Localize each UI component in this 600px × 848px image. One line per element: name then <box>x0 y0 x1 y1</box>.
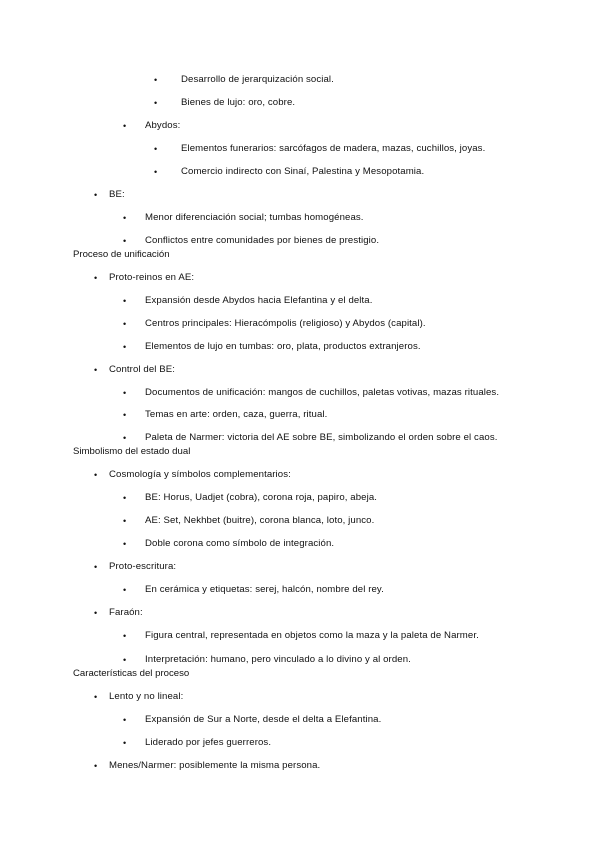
list-item-text: Cosmología y símbolos complementarios: <box>109 469 291 480</box>
list-item-text: Lento y no lineal: <box>109 691 184 702</box>
bullet-icon: • <box>123 121 127 131</box>
list-item-text: AE: Set, Nekhbet (buitre), corona blanca, loto, junco. <box>145 515 375 526</box>
section-heading: Características del proceso <box>73 668 190 679</box>
list-item-text: Figura central, representada en objetos como la maza y la paleta de Narmer. <box>145 630 479 641</box>
list-item-text: Abydos: <box>145 120 181 131</box>
list-item-text: Interpretación: humano, pero vinculado a lo divino y al orden. <box>145 654 411 665</box>
bullet-icon: • <box>123 539 127 549</box>
list-item-text: Faraón: <box>109 607 143 618</box>
section-heading: Proceso de unificación <box>73 249 170 260</box>
bullet-icon: • <box>94 365 98 375</box>
list-item-text: Documentos de unificación: mangos de cuchillos, paletas votivas, mazas rituales. <box>145 387 500 398</box>
bullet-icon: • <box>94 608 98 618</box>
list-item-text: BE: <box>109 189 125 200</box>
list-item-text: Bienes de lujo: oro, cobre. <box>181 97 296 108</box>
bullet-icon: • <box>94 273 98 283</box>
bullet-icon: • <box>94 470 98 480</box>
list-item-text: Elementos funerarios: sarcófagos de madera, mazas, cuchillos, joyas. <box>181 143 486 154</box>
list-item-text: Doble corona como símbolo de integración. <box>145 538 335 549</box>
bullet-icon: • <box>94 562 98 572</box>
list-item-text: Liderado por jefes guerreros. <box>145 737 272 748</box>
bullet-icon: • <box>123 585 127 595</box>
bullet-icon: • <box>123 342 127 352</box>
bullet-icon: • <box>94 190 98 200</box>
bullet-icon: • <box>123 236 127 246</box>
bullet-icon: • <box>94 761 98 771</box>
list-item-text: Elementos de lujo en tumbas: oro, plata, productos extranjeros. <box>145 341 421 352</box>
bullet-icon: • <box>123 433 127 443</box>
bullet-icon: • <box>123 516 127 526</box>
bullet-icon: • <box>123 388 127 398</box>
bullet-icon: • <box>123 296 127 306</box>
list-item-text: Expansión desde Abydos hacia Elefantina y el delta. <box>145 295 373 306</box>
bullet-icon: • <box>154 98 158 108</box>
list-item-text: Expansión de Sur a Norte, desde el delta a Elefantina. <box>145 714 382 725</box>
list-item-text: En cerámica y etiquetas: serej, halcón, nombre del rey. <box>145 584 384 595</box>
list-item-text: Proto-reinos en AE: <box>109 272 195 283</box>
list-item-text: Centros principales: Hieracómpolis (religioso) y Abydos (capital). <box>145 318 426 329</box>
list-item-text: Proto-escritura: <box>109 561 177 572</box>
list-item-text: Desarrollo de jerarquización social. <box>181 74 334 85</box>
list-item-text: Conflictos entre comunidades por bienes de prestigio. <box>145 235 380 246</box>
bullet-icon: • <box>123 319 127 329</box>
bullet-icon: • <box>154 167 158 177</box>
list-item-text: BE: Horus, Uadjet (cobra), corona roja, papiro, abeja. <box>145 492 378 503</box>
bullet-icon: • <box>123 655 127 665</box>
list-item-text: Comercio indirecto con Sinaí, Palestina y Mesopotamia. <box>181 166 425 177</box>
bullet-icon: • <box>123 410 127 420</box>
bullet-icon: • <box>123 213 127 223</box>
list-item-text: Control del BE: <box>109 364 176 375</box>
bullet-icon: • <box>154 75 158 85</box>
list-item-text: Temas en arte: orden, caza, guerra, ritual. <box>145 409 328 420</box>
bullet-icon: • <box>154 144 158 154</box>
section-heading: Simbolismo del estado dual <box>73 446 191 457</box>
bullet-icon: • <box>94 692 98 702</box>
bullet-icon: • <box>123 631 127 641</box>
bullet-icon: • <box>123 738 127 748</box>
list-item-text: Menes/Narmer: posiblemente la misma persona. <box>109 760 321 771</box>
list-item-text: Menor diferenciación social; tumbas homogéneas. <box>145 212 364 223</box>
bullet-icon: • <box>123 493 127 503</box>
bullet-icon: • <box>123 715 127 725</box>
list-item-text: Paleta de Narmer: victoria del AE sobre BE, simbolizando el orden sobre el caos. <box>145 432 498 443</box>
